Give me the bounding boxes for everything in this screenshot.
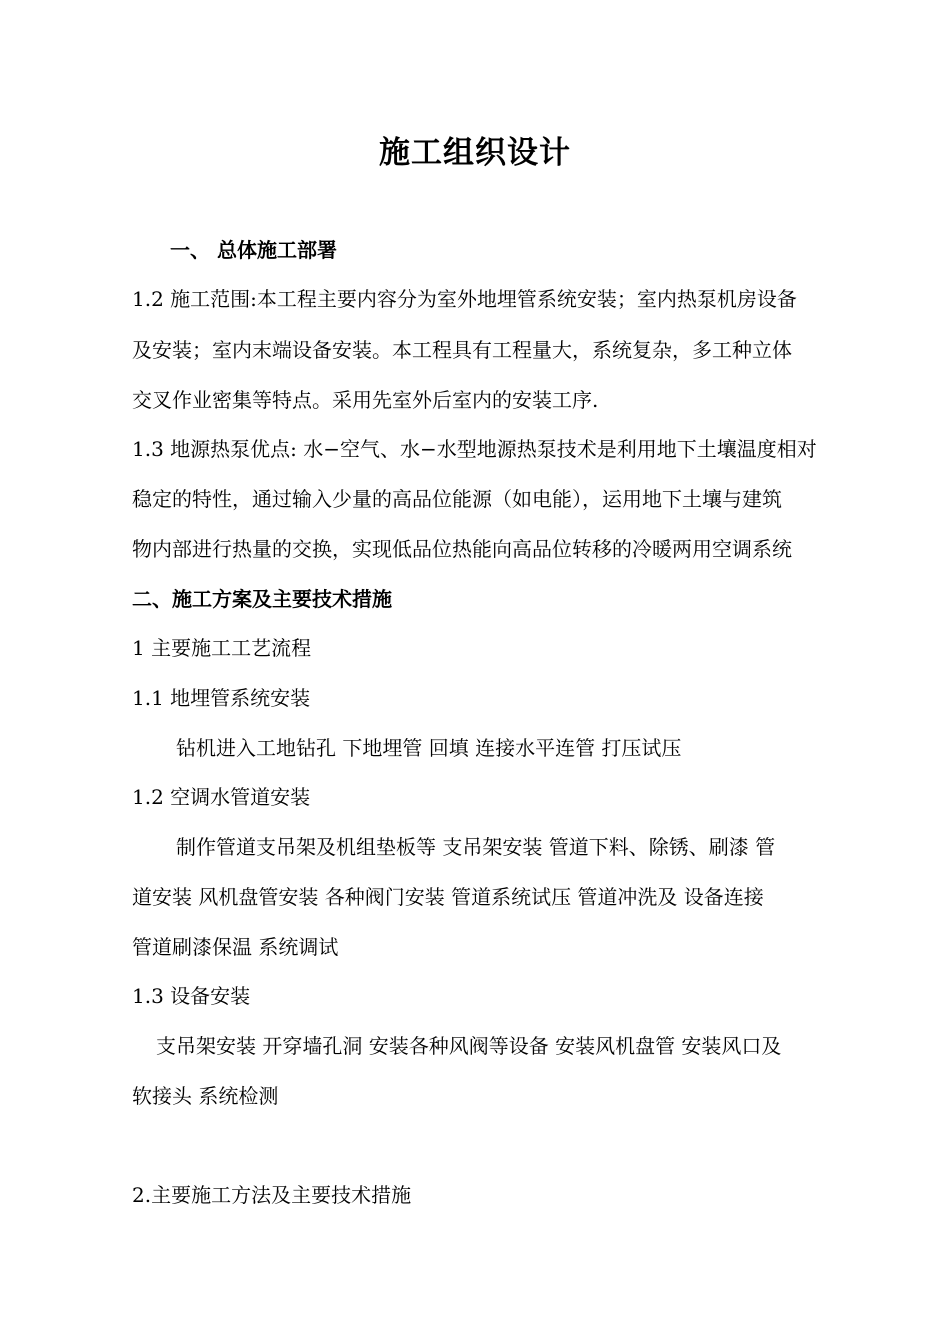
paragraph-line: 及安装；室内末端设备安装。本工程具有工程量大，系统复杂，多工种立体 — [132, 338, 792, 362]
process-flow-line: 制作管道支吊架及机组垫板等 支吊架安装 管道下料、除锈、刷漆 管 — [176, 835, 776, 859]
process-flow-line: 道安装 风机盘管安装 各种阀门安装 管道系统试压 管道冲洗及 设备连接 — [132, 885, 764, 909]
subheading: 1 主要施工工艺流程 — [132, 636, 312, 660]
process-flow-line: 钻机进入工地钻孔 下地埋管 回填 连接水平连管 打压试压 — [176, 736, 682, 760]
subheading: 1.1 地埋管系统安装 — [132, 686, 311, 710]
process-flow-line: 支吊架安装 开穿墙孔洞 安装各种风阀等设备 安装风机盘管 安装风口及 — [156, 1034, 782, 1058]
paragraph-line: 物内部进行热量的交换，实现低品位热能向高品位转移的冷暖两用空调系统 — [132, 537, 792, 561]
subheading: 1.2 空调水管道安装 — [132, 785, 311, 809]
subheading: 2.主要施工方法及主要技术措施 — [132, 1183, 412, 1207]
paragraph-line: 交叉作业密集等特点。采用先室外后室内的安装工序. — [132, 388, 599, 412]
paragraph-line: 1.3 地源热泵优点: 水−空气、水−水型地源热泵技术是利用地下土壤温度相对 — [132, 437, 817, 461]
paragraph-line: 稳定的特性，通过输入少量的高品位能源（如电能），运用地下土壤与建筑 — [132, 487, 782, 511]
document-title: 施工组织设计 — [379, 135, 571, 171]
section-heading-1: 一、 总体施工部署 — [170, 238, 337, 262]
section-heading-2: 二、施工方案及主要技术措施 — [132, 587, 392, 611]
subheading: 1.3 设备安装 — [132, 984, 251, 1008]
paragraph-line: 1.2 施工范围:本工程主要内容分为室外地埋管系统安装；室内热泵机房设备 — [132, 287, 797, 311]
process-flow-line: 软接头 系统检测 — [132, 1084, 279, 1108]
process-flow-line: 管道刷漆保温 系统调试 — [132, 935, 339, 959]
